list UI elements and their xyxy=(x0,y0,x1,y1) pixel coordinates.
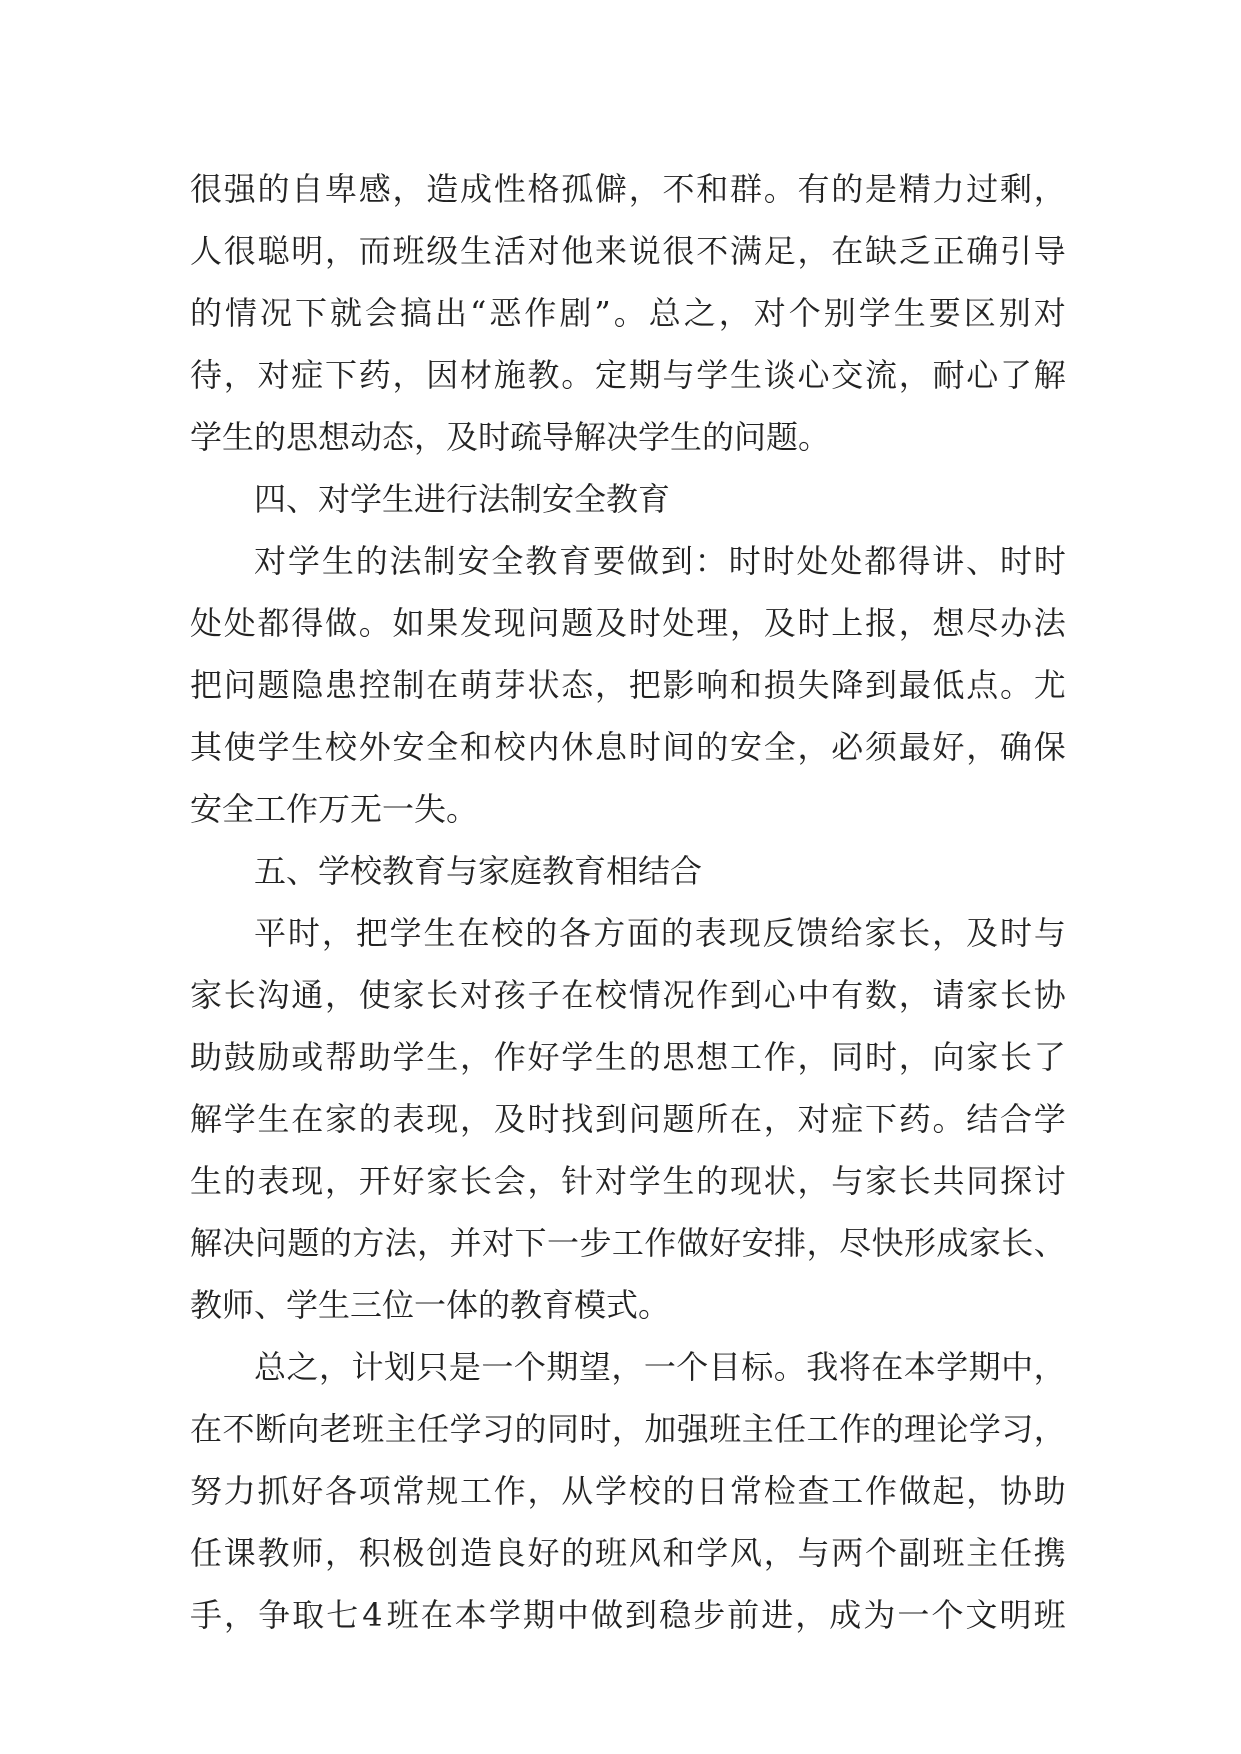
text-line: 其 使 学 生 校 外 安 全 和 校 内 休 息 时 间 的 安 全 ， 必 须 最 好 ， 确 保 xyxy=(190,728,1066,766)
text-line: 很 强 的 自 卑 感 ， 造 成 性 格 孤 僻 ， 不 和 群 。 有 的 是 精 力 过 剩 ， xyxy=(190,170,1066,208)
document-body xyxy=(190,158,1066,1646)
section-heading: 五、学校教育与家庭教育相结合 xyxy=(254,852,703,890)
text-line: 解 决 问 题 的 方 法 ， 并 对 下 一 步 工 作 做 好 安 排 ， 尽 快 形 成 家 长 、 xyxy=(190,1224,1066,1262)
text-line: 任 课 教 师 ， 积 极 创 造 良 好 的 班 风 和 学 风 ， 与 两 个 副 班 主 任 携 xyxy=(190,1534,1066,1572)
text-line: 生 的 表 现 ， 开 好 家 长 会 ， 针 对 学 生 的 现 状 ， 与 家 长 共 同 探 讨 xyxy=(190,1162,1066,1200)
text-line: 对 学 生 的 法 制 安 全 教 育 要 做 到 ： 时 时 处 处 都 得 讲 、 时 时 xyxy=(254,542,1066,580)
text-line: 助 鼓 励 或 帮 助 学 生 ， 作 好 学 生 的 思 想 工 作 ， 同 时 ， 向 家 长 了 xyxy=(190,1038,1066,1076)
section-heading: 四、对学生进行法制安全教育 xyxy=(254,480,671,518)
text-line: 解 学 生 在 家 的 表 现 ， 及 时 找 到 问 题 所 在 ， 对 症 下 药 。 结 合 学 xyxy=(190,1100,1066,1138)
text-line: 平 时 ， 把 学 生 在 校 的 各 方 面 的 表 现 反 馈 给 家 长 ， 及 时 与 xyxy=(254,914,1066,952)
text-line: 努 力 抓 好 各 项 常 规 工 作 ， 从 学 校 的 日 常 检 查 工 作 做 起 ， 协 助 xyxy=(190,1472,1066,1510)
text-line: 安全工作万无一失。 xyxy=(190,790,479,828)
text-line: 在 不 断 向 老 班 主 任 学 习 的 同 时 ， 加 强 班 主 任 工 作 的 理 论 学 习 ， xyxy=(190,1410,1066,1448)
text-line: 学生的思想动态，及时疏导解决学生的问题。 xyxy=(190,418,831,456)
text-line: 家 长 沟 通 ， 使 家 长 对 孩 子 在 校 情 况 作 到 心 中 有 数 ， 请 家 长 协 xyxy=(190,976,1066,1014)
text-line: 手 ， 争 取 七 4 班 在 本 学 期 中 做 到 稳 步 前 进 ， 成 为 一 个 文 明 班 xyxy=(190,1596,1066,1634)
text-line: 处 处 都 得 做 。 如 果 发 现 问 题 及 时 处 理 ， 及 时 上 报 ， 想 尽 办 法 xyxy=(190,604,1066,642)
text-line: 人 很 聪 明 ， 而 班 级 生 活 对 他 来 说 很 不 满 足 ， 在 缺 乏 正 确 引 导 xyxy=(190,232,1066,270)
text-line: 总 之 ， 计 划 只 是 一 个 期 望 ， 一 个 目 标 。 我 将 在 本 学 期 中 ， xyxy=(254,1348,1066,1386)
text-line: 的 情 况 下 就 会 搞 出 “ 恶 作 剧 ” 。 总 之 ， 对 个 别 学 生 要 区 别 对 xyxy=(190,294,1066,332)
text-line: 教师、学生三位一体的教育模式。 xyxy=(190,1286,671,1324)
text-line: 把 问 题 隐 患 控 制 在 萌 芽 状 态 ， 把 影 响 和 损 失 降 到 最 低 点 。 尤 xyxy=(190,666,1066,704)
text-line: 待 ， 对 症 下 药 ， 因 材 施 教 。 定 期 与 学 生 谈 心 交 流 ， 耐 心 了 解 xyxy=(190,356,1066,394)
